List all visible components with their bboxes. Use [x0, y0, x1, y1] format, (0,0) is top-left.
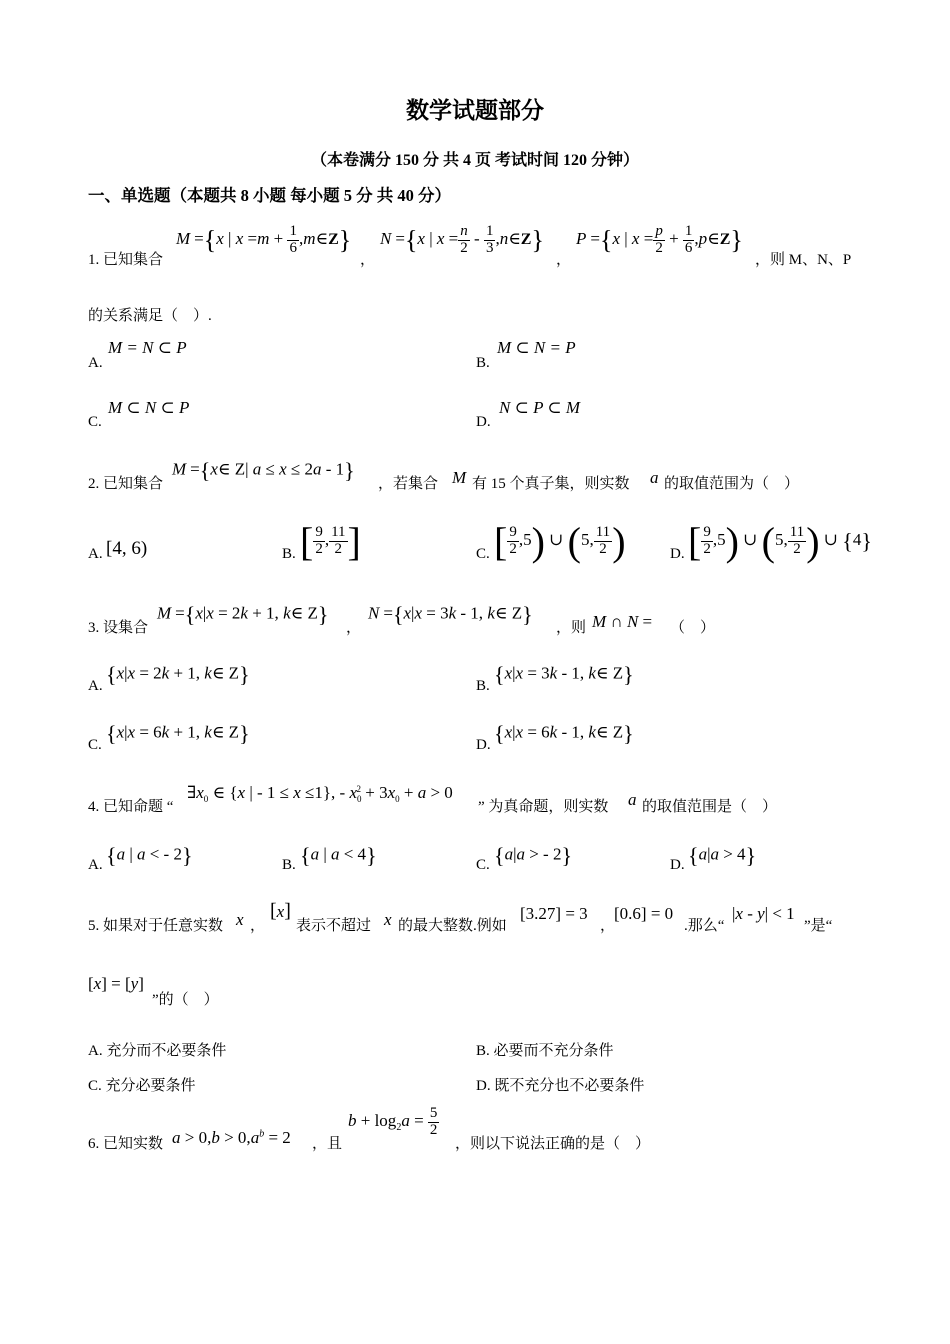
q3-option-c-label: C. — [88, 737, 102, 753]
q3-option-b: {x|x = 3k - 1, k∈ Z} — [494, 662, 634, 687]
q5-comma-1: ， — [250, 918, 266, 934]
q2-var-m: M — [452, 468, 467, 487]
q5-var-x: x — [236, 910, 244, 929]
q3-paren: （ ） — [670, 620, 716, 636]
q3-prefix: 3. 设集合 — [88, 620, 149, 636]
q6-prefix: 6. 已知实数 — [88, 1136, 164, 1152]
q5-text-4: ”是“ — [804, 918, 833, 934]
q5-line2: ”的（ ） — [152, 992, 219, 1008]
q4-prefix: 4. 已知命题 “ — [88, 799, 174, 815]
q2-option-a-label: A. — [88, 546, 103, 562]
q5-option-d: D. 既不充分也不必要条件 — [476, 1078, 645, 1094]
q3-option-a-label: A. — [88, 678, 103, 694]
q5-condition: |x - y| < 1 — [732, 904, 795, 923]
q4-option-b: {a | a < 4} — [300, 843, 377, 868]
q2-option-b: [ $\frac{9}{2}$ , $\frac{11}{2}$ ] — [300, 519, 361, 564]
q3-option-d: {x|x = 6k - 1, k∈ Z} — [494, 721, 634, 746]
q2-set: M ={x∈ Z| a ≤ x ≤ 2a - 1} — [172, 458, 355, 483]
q5-comma-2: ， — [600, 918, 616, 934]
q1-option-b: M ⊂ N = P — [497, 338, 576, 357]
q5-text-1: 表示不超过 — [296, 918, 372, 934]
q5-example-1: [3.27] = 3 — [520, 904, 588, 923]
q5-option-b: B. 必要而不充分条件 — [476, 1043, 614, 1059]
q5-line2-expr: [x] = [y] — [88, 974, 144, 993]
q5-prefix: 5. 如果对于任意实数 — [88, 918, 224, 934]
q4-option-a: {a | a < - 2} — [106, 843, 193, 868]
q5-text-3: .那么“ — [684, 918, 725, 934]
q4-tail2: 的取值范围是（ ） — [642, 799, 778, 815]
q4-option-c-label: C. — [476, 857, 490, 873]
q2-option-c: [ $\frac{9}{2}$ ,5) ∪ (5, $\frac{11}{2}$ ) — [494, 519, 626, 564]
q2-prefix: 2. 已知集合 — [88, 476, 164, 492]
page-subtitle: （本卷满分 150 分 共 4 页 考试时间 120 分钟） — [310, 152, 639, 169]
q5-example-2: [0.6] = 0 — [614, 904, 674, 923]
q6-equation: $b + \log_2a$ = $\frac{5}{2}$ — [348, 1105, 438, 1138]
q3-option-b-label: B. — [476, 678, 490, 694]
q2-tail: 的取值范围为（ ） — [664, 476, 800, 492]
q3-tail: ，则 — [556, 620, 587, 636]
q5-floor-x: [x] — [270, 900, 291, 922]
q4-tail: ” 为真命题，则实数 — [478, 799, 609, 815]
q5-text-2: 的最大整数.例如 — [398, 918, 507, 934]
q1-option-b-label: B. — [476, 355, 490, 371]
q2-option-b-label: B. — [282, 546, 296, 562]
q6-tail: ，则以下说法正确的是（ ） — [455, 1136, 651, 1152]
q3-set-m: M ={x|x = 2k + 1, k∈ Z} — [157, 602, 329, 627]
q2-option-d: [ $\frac{9}{2}$ ,5) ∪ (5, $\frac{11}{2}$ ) ∪ {4} — [688, 519, 872, 564]
q6-condition: $a > 0,b > 0,a^b = 2$ — [172, 1128, 291, 1147]
q2-var-a: a — [650, 468, 659, 487]
q4-option-a-label: A. — [88, 857, 103, 873]
q3-set-n: N ={x|x = 3k - 1, k∈ Z} — [368, 602, 533, 627]
q3-option-a: {x|x = 2k + 1, k∈ Z} — [106, 662, 250, 687]
q3-option-c: {x|x = 6k + 1, k∈ Z} — [106, 721, 250, 746]
q1-line2: 的关系满足（ ）. — [88, 308, 212, 324]
q1-set-m: M ={x | x =m + $\frac{1}{6}$ ,m∈Z} — [176, 223, 352, 256]
q6-mid: ，且 — [312, 1136, 343, 1152]
q4-option-c: {a|a > - 2} — [494, 843, 573, 868]
page-title: 数学试题部分 — [406, 98, 544, 123]
q5-option-c: C. 充分必要条件 — [88, 1078, 196, 1094]
q1-comma-2: ， — [556, 252, 572, 268]
q4-option-d: {a|a > 4} — [688, 843, 757, 868]
q1-option-c-label: C. — [88, 414, 102, 430]
q5-option-a: A. 充分而不必要条件 — [88, 1043, 227, 1059]
q3-expr: M ∩ N = — [592, 612, 653, 631]
q1-option-c: M ⊂ N ⊂ P — [108, 398, 190, 417]
q5-var-x2: x — [384, 910, 392, 929]
q3-comma: ， — [346, 620, 362, 636]
section-heading: 一、单选题（本题共 8 小题 每小题 5 分 共 40 分） — [88, 186, 451, 205]
q2-mid2: 有 15 个真子集，则实数 — [472, 476, 630, 492]
q4-var-a: a — [628, 790, 637, 809]
q1-option-a-label: A. — [88, 355, 103, 371]
q1-tail: ，则 M、N、P — [755, 252, 852, 268]
q4-option-d-label: D. — [670, 857, 685, 873]
q2-option-d-label: D. — [670, 546, 685, 562]
q2-option-a: [4, 6) — [106, 538, 148, 559]
q2-mid: ，若集合 — [378, 476, 439, 492]
q1-option-d-label: D. — [476, 414, 491, 430]
q1-set-p: P ={x | x = $\frac{p}{2}$ + $\frac{1}{6}$ ,p∈Z} — [576, 223, 743, 256]
q1-set-n: N ={x | x = $\frac{n}{2}$ - $\frac{1}{3}$ ,n∈Z} — [380, 223, 544, 256]
q4-option-b-label: B. — [282, 857, 296, 873]
q1-option-a: M = N ⊂ P — [108, 338, 187, 357]
q2-option-c-label: C. — [476, 546, 490, 562]
q1-comma-1: ， — [360, 252, 376, 268]
q4-expr: $\exists x_0$ ∈ {x | - 1 ≤ x ≤1}, - $x_0^2 + 3x_0 + a > 0$ — [187, 783, 453, 805]
q1-prefix: 1. 已知集合 — [88, 252, 164, 268]
q3-option-d-label: D. — [476, 737, 491, 753]
q1-option-d: N ⊂ P ⊂ M — [499, 398, 581, 417]
